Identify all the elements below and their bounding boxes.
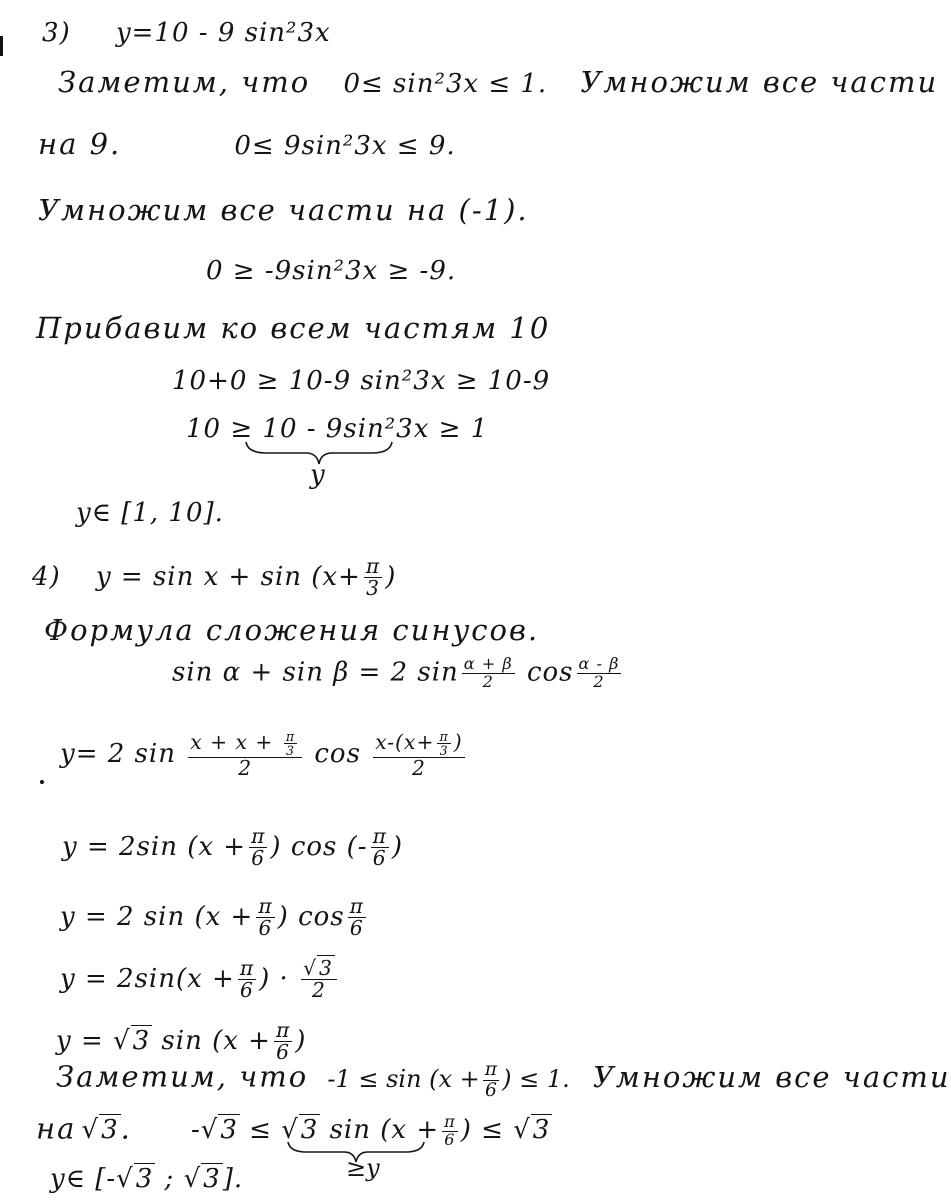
item4-label: 4) xyxy=(32,561,61,592)
s4-frac1: $\frac{\pi}{6}$ xyxy=(239,956,255,1003)
item3-ineq3: 0 ≥ -9sin²3x ≥ -9. xyxy=(206,256,457,286)
stray-dot xyxy=(40,780,44,784)
item4-step4: y = 2sin(x + $\frac{\pi}{6}$ ) · $\frac{√3}{2}$ xyxy=(60,958,340,1002)
item4-step3: y = 2 sin (x + $\frac{\pi}{6}$ ) cos $\frac{\pi}{6}$ xyxy=(60,894,364,941)
item3-brace-label: y xyxy=(310,460,326,490)
item4-step5: y = √3 sin (x + $\frac{\pi}{6}$ ) xyxy=(56,1018,307,1065)
item3-function: y=10 - 9 sin²3x xyxy=(115,18,331,48)
item3-answer: y∈ [1, 10]. xyxy=(76,498,224,528)
identity-frac2: $\frac{\alpha - \beta}{2}$ xyxy=(578,654,620,691)
item3-on9-line xyxy=(38,127,456,161)
s2-frac2: $\frac{\pi}{6}$ xyxy=(372,824,387,871)
item4-fn-frac: $\frac{\pi}{3}$ xyxy=(365,554,381,601)
item3-ineq4: 10+0 ≥ 10-9 sin²3x ≥ 10-9 xyxy=(172,366,551,396)
s3-frac1: $\frac{\pi}{6}$ xyxy=(258,894,273,941)
item3-note-line xyxy=(58,65,939,99)
on-sqrt3: √3 xyxy=(81,1115,119,1146)
item4-fn-rparen: ) xyxy=(385,561,397,592)
item4-step1 xyxy=(60,730,468,780)
item4-note-line: Заметим, что -1 ≤ sin (x + $\frac{\pi}{6}$ ) ≤ 1. Умножим все части xyxy=(56,1059,951,1101)
s5-sqrt: √3 xyxy=(113,1025,151,1056)
item4-formula-title: Формула сложения синусов. xyxy=(44,613,540,647)
item3-add10: Прибавим ко всем частям 10 xyxy=(36,311,551,345)
item4-answer: y∈ [-√3 ; √3]. xyxy=(50,1164,244,1194)
item3-ineq5-left: 10 ≥ xyxy=(186,414,254,444)
item3-ineq5-right: ≥ 1 xyxy=(438,414,489,444)
s1-lhs: y= 2 sin xyxy=(60,738,176,769)
s3-frac2: $\frac{\pi}{6}$ xyxy=(349,894,364,941)
item4-step2: y = 2sin (x + $\frac{\pi}{6}$ ) cos (- $\frac{\pi}{6}$ ) xyxy=(62,824,404,871)
identity-frac1: $\frac{\alpha + \beta}{2}$ xyxy=(463,654,513,691)
item3-multiply-all: Умножим все части xyxy=(580,65,939,99)
s2-frac1: $\frac{\pi}{6}$ xyxy=(251,824,266,871)
identity-lhs: sin α + sin β = 2 sin xyxy=(172,657,459,688)
item4-fn-lhs: y = sin x + sin (x+ xyxy=(95,561,361,592)
s1-frac1: x + x + $\frac{\pi}{3}$ 2 xyxy=(188,730,302,780)
item4-header xyxy=(32,556,396,600)
item3-ineq2: 0≤ 9sin²3x ≤ 9. xyxy=(234,131,456,161)
item4-identity xyxy=(172,656,624,691)
item3-label: 3) xyxy=(42,18,71,48)
margin-mark xyxy=(0,36,3,56)
item4-sqrt-line: на √3. -√3 ≤ √3 sin (x + $\frac{\pi}{6}$ ) ≤ √3 xyxy=(36,1111,551,1149)
s1-cos: cos xyxy=(314,738,361,769)
s5-frac: $\frac{\pi}{6}$ xyxy=(275,1018,291,1065)
item4-brace-label: ≥y xyxy=(346,1154,380,1182)
identity-cos: cos xyxy=(526,657,574,688)
item3-ineq5 xyxy=(186,416,488,442)
item3-on9: на 9. xyxy=(38,127,122,161)
item3-ineq1: 0≤ sin²3x ≤ 1. xyxy=(343,69,548,99)
item3-ineq5-mid: 10 - 9sin²3x xyxy=(262,414,430,444)
item4-ineq2: -√3 ≤ √3 sin (x + $\frac{\pi}{6}$ ) ≤ √3 xyxy=(190,1112,551,1149)
item4-ineq: -1 ≤ sin (x + $\frac{\pi}{6}$ ) ≤ 1. xyxy=(327,1059,570,1101)
item3-multiply-neg: Умножим все части на (-1). xyxy=(38,193,529,227)
item3-header xyxy=(42,20,331,46)
s4-frac2: $\frac{√3}{2}$ xyxy=(301,958,337,1002)
s1-frac2: x-(x+ $\frac{\pi}{3}$ ) 2 xyxy=(375,729,463,781)
item3-note-text: Заметим, что xyxy=(58,65,311,99)
